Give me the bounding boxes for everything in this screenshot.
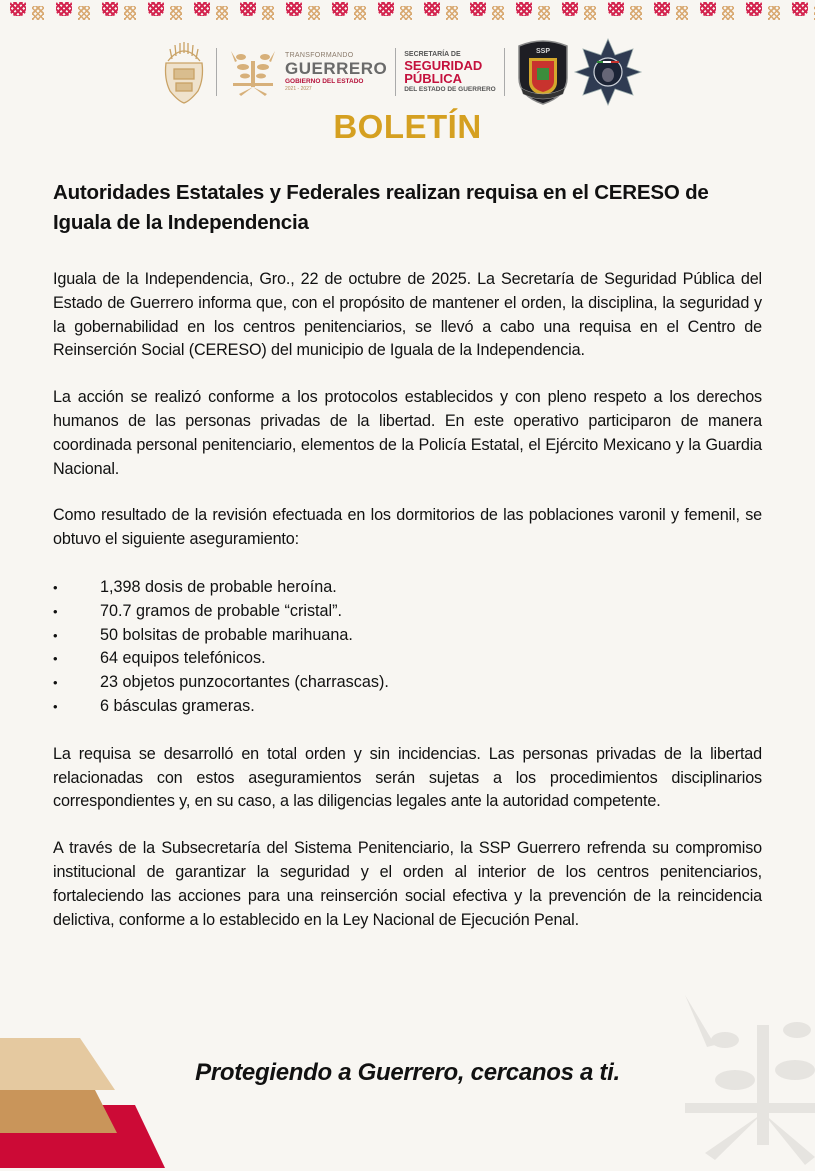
stitch-red-motif — [286, 2, 302, 16]
stitch-red-motif — [102, 2, 118, 16]
list-item-text: 6 básculas grameras. — [100, 696, 255, 715]
list-item-text: 70.7 gramos de probable “cristal”. — [100, 601, 343, 620]
stitch-red-motif — [516, 2, 532, 16]
bullet-icon: • — [53, 627, 58, 643]
stitch-red-motif — [562, 2, 578, 16]
header-logos — [160, 36, 660, 108]
stitch-red-motif — [700, 2, 716, 16]
article-paragraph: La requisa se desarrolló en total orden y sin incidencias. Las personas privadas de la libertad relacionadas con estos aseguramientos serán sujetas a los procedimientos disciplinarios correspondientes y, en su caso, a las diligencias legales ante la autoridad competente. — [53, 744, 762, 811]
footer-slogan: Protegiendo a Guerrero, cercanos a ti. — [195, 1059, 620, 1086]
ssp-line1: SECRETARÍA DE — [404, 50, 461, 58]
gov-brand-text — [285, 52, 387, 93]
seized-items-list — [53, 576, 762, 719]
article-headline: Autoridades Estatales y Federales realizan requisa en el CERESO de Iguala de la Independencia — [53, 181, 709, 234]
logo-divider — [216, 48, 217, 96]
ssp-brand-text — [404, 51, 496, 94]
stitch-gold-motif — [262, 6, 274, 20]
ssp-line2: SEGURIDAD — [404, 57, 483, 73]
ssp-line3: PÚBLICA — [404, 70, 463, 86]
bullet-icon: • — [53, 651, 58, 667]
list-item — [53, 576, 762, 600]
list-item — [53, 624, 762, 648]
stitch-red-motif — [56, 2, 72, 16]
article — [53, 178, 762, 932]
deco-brown-step — [0, 1090, 117, 1133]
stitch-gold-motif — [492, 6, 504, 20]
gov-line2: GUERRERO — [285, 58, 388, 78]
stitch-gold-motif — [722, 6, 734, 20]
bullet-icon: • — [53, 698, 58, 714]
logo-divider — [395, 48, 396, 96]
bullet-icon: • — [53, 603, 58, 619]
stitch-gold-motif — [170, 6, 182, 20]
gov-line3: GOBIERNO DEL ESTADO — [285, 77, 364, 85]
ssp-shield-icon — [513, 38, 573, 106]
bullet-icon: • — [53, 675, 58, 691]
tree-brand-icon — [227, 47, 279, 97]
stitch-gold-motif — [676, 6, 688, 20]
stitch-gold-motif — [354, 6, 366, 20]
stitch-gold-motif — [584, 6, 596, 20]
stitch-red-motif — [424, 2, 440, 16]
stitch-gold-motif — [216, 6, 228, 20]
stitch-gold-motif — [32, 6, 44, 20]
stitch-red-motif — [240, 2, 256, 16]
list-item — [53, 695, 762, 719]
cross-stitch-border — [0, 0, 815, 22]
stitch-red-motif — [194, 2, 210, 16]
stitch-gold-motif — [124, 6, 136, 20]
stitch-gold-motif — [308, 6, 320, 20]
gov-line1: TRANSFORMANDO — [285, 51, 354, 59]
stitch-red-motif — [378, 2, 394, 16]
logo-divider — [504, 48, 505, 96]
list-item-text: 23 objetos punzocortantes (charrascas). — [100, 673, 389, 692]
bulletin-title: BOLETÍN — [333, 108, 482, 145]
list-item — [53, 671, 762, 695]
list-item-text: 1,398 dosis de probable heroína. — [100, 577, 337, 596]
svg-text:SSP: SSP — [535, 48, 550, 55]
bullet-icon: • — [53, 579, 58, 595]
state-seal-icon — [160, 39, 208, 105]
stitch-red-motif — [332, 2, 348, 16]
stitch-red-motif — [746, 2, 762, 16]
stitch-gold-motif — [538, 6, 550, 20]
gov-line4: 2021 - 2027 — [285, 86, 312, 93]
stitch-red-motif — [654, 2, 670, 16]
stitch-red-motif — [148, 2, 164, 16]
stitch-red-motif — [470, 2, 486, 16]
article-paragraph: Iguala de la Independencia, Gro., 22 de octubre de 2025. La Secretaría de Seguridad Pública del Estado de Guerrero informa que, con el propósito de mantener el orden, la disciplina, la seguridad y la gobernabilidad en los centros penitenciarios, se llevó a cabo una requisa en el Centro de Reinserción Social (CERESO) del municipio de Iguala de la Independencia. — [53, 270, 762, 360]
stitch-gold-motif — [446, 6, 458, 20]
article-paragraph: Como resultado de la revisión efectuada en los dormitorios de las poblaciones varonil y femenil, se obtuvo el siguiente aseguramiento: — [53, 506, 762, 549]
stitch-red-motif — [10, 2, 26, 16]
stitch-red-motif — [608, 2, 624, 16]
stitch-gold-motif — [630, 6, 642, 20]
list-item — [53, 647, 762, 671]
list-item — [53, 600, 762, 624]
stitch-gold-motif — [768, 6, 780, 20]
list-item-text: 50 bolsitas de probable marihuana. — [100, 625, 353, 644]
ssp-line4: DEL ESTADO DE GUERRERO — [404, 85, 496, 93]
decorative-steps — [0, 1038, 180, 1171]
article-paragraph: La acción se realizó conforme a los protocolos establecidos y con pleno respeto a los derechos humanos de las personas privadas de la libertad. En este operativo participaron de manera coordinada personal penitenciario, elementos de la Policía Estatal, el Ejército Mexicano y la Guardia Nacional. — [53, 388, 762, 478]
stitch-red-motif — [792, 2, 808, 16]
stitch-gold-motif — [400, 6, 412, 20]
stitch-gold-motif — [78, 6, 90, 20]
police-star-badge-icon — [573, 37, 643, 107]
article-paragraph: A través de la Subsecretaría del Sistema Penitenciario, la SSP Guerrero refrenda su compromiso institucional de garantizar la seguridad y el orden al interior de los centros penitenciarios, fortaleciendo las acciones para una reinserción social efectiva y la prevención de la reincidencia delictiva, conforme a lo establecido en la Ley Nacional de Ejecución Penal. — [53, 839, 762, 929]
list-item-text: 64 equipos telefónicos. — [100, 649, 266, 668]
